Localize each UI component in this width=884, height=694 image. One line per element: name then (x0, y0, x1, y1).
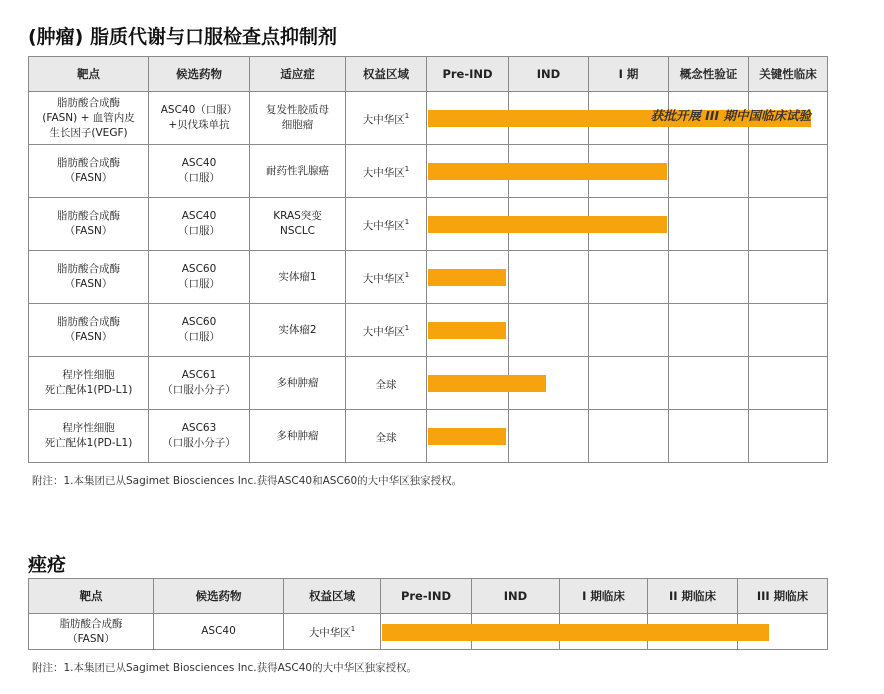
table-row (29, 410, 828, 463)
drug-cell-text: ASC60 （口服） (178, 263, 220, 290)
target-cell-text: 脂肪酸合成酶 （FASN） (57, 263, 120, 290)
drug-cell-text: ASC63 （口服小分子） (162, 422, 236, 449)
target-cell (29, 251, 149, 304)
acne-header-7-text: III 期临床 (756, 589, 809, 603)
table-row (29, 304, 828, 357)
footnote-marker: 1 (404, 217, 410, 226)
oncology-header-5 (509, 57, 589, 92)
indication-cell (250, 410, 346, 463)
target-cell-text: 脂肪酸合成酶 （FASN） (57, 210, 120, 237)
oncology-footnote: 附注：1.本集团已从Sagimet Biosciences Inc.获得ASC40和ASC60的大中华区独家授权。 (32, 475, 463, 487)
stage-cell (589, 251, 669, 304)
stage-cell (669, 410, 749, 463)
oncology-header-6-text: I 期 (618, 67, 639, 81)
region-text: 大中华区 (362, 219, 405, 232)
stage-cell (669, 145, 749, 198)
oncology-section-title: (肿瘤) 脂质代谢与口服检查点抑制剂 (28, 26, 337, 48)
stage-cell (749, 304, 828, 357)
drug-cell-text: ASC40 （口服） (178, 157, 220, 184)
drug-cell (149, 145, 250, 198)
stage-cell (509, 251, 589, 304)
table-row (29, 92, 828, 145)
oncology-header-6 (589, 57, 669, 92)
drug-cell (149, 198, 250, 251)
progress-bar-label: 获批开展 III 期中国临床试验 (650, 108, 811, 123)
region-text: 大中华区 (362, 325, 405, 338)
stage-cell (427, 251, 509, 304)
indication-cell-text: 耐药性乳腺癌 (266, 164, 329, 177)
table-row (29, 614, 828, 650)
region-text: 大中华区 (362, 272, 405, 285)
footnote-marker: 1 (404, 270, 410, 279)
stage-cell (749, 357, 828, 410)
stage-cell (427, 357, 509, 410)
target-cell (29, 614, 154, 650)
drug-cell-text: ASC40 （口服） (178, 210, 220, 237)
progress-bar (428, 322, 506, 339)
oncology-header-7-text: 概念性验证 (679, 67, 738, 81)
acne-header-2-text: 权益区域 (309, 589, 355, 603)
acne-header-6 (648, 579, 738, 614)
oncology-header-2 (250, 57, 346, 92)
indication-cell (250, 357, 346, 410)
stage-cell (589, 410, 669, 463)
acne-header-3-text: Pre-IND (400, 589, 452, 603)
indication-cell-text: 多种肿瘤 (276, 376, 319, 389)
footnote-marker: 1 (404, 164, 410, 173)
region-text: 大中华区 (362, 113, 405, 126)
region-cell (346, 92, 427, 145)
indication-cell (250, 198, 346, 251)
region-cell (346, 304, 427, 357)
acne-header-2 (284, 579, 381, 614)
target-cell-text: 脂肪酸合成酶 （FASN） (59, 617, 123, 645)
drug-cell (154, 614, 284, 650)
region-text: 大中华区 (308, 627, 351, 639)
stage-cell (509, 410, 589, 463)
oncology-header-3-text: 权益区域 (363, 67, 409, 81)
stage-cell (589, 357, 669, 410)
stage-cell (749, 410, 828, 463)
indication-cell-text: KRAS突变 NSCLC (273, 210, 322, 237)
stage-cell (669, 251, 749, 304)
stage-cell (669, 198, 749, 251)
table-row (29, 198, 828, 251)
oncology-header-4 (427, 57, 509, 92)
oncology-header-7 (669, 57, 749, 92)
footnote-marker: 1 (404, 111, 410, 120)
acne-header-1 (154, 579, 284, 614)
region-cell (346, 410, 427, 463)
acne-header-row (29, 579, 828, 614)
oncology-header-4-text: Pre-IND (442, 67, 493, 81)
stage-cell (427, 198, 509, 251)
drug-cell (149, 304, 250, 357)
progress-bar (428, 216, 667, 233)
stage-cell (427, 145, 509, 198)
stage-cell (427, 92, 811, 145)
target-cell-text: 程序性细胞 死亡配体1(PD-L1) (44, 422, 133, 449)
drug-cell-text: ASC40 (201, 625, 236, 637)
table-row (29, 145, 828, 198)
oncology-header-8 (749, 57, 828, 92)
indication-cell-text: 复发性胶质母 细胞瘤 (266, 104, 329, 131)
progress-bar (428, 110, 811, 127)
acne-pipeline-table (28, 578, 828, 650)
stage-cell (669, 357, 749, 410)
target-cell-text: 脂肪酸合成酶 (FASN) + 血管内皮 生长因子(VEGF) (42, 96, 135, 139)
acne-header-3 (381, 579, 472, 614)
region-cell (346, 198, 427, 251)
progress-bar (428, 163, 667, 180)
region-cell (284, 614, 381, 650)
region-text: 全球 (375, 431, 397, 444)
stage-cell (669, 304, 749, 357)
target-cell-text: 程序性细胞 死亡配体1(PD-L1) (44, 369, 133, 396)
footnote-marker: 1 (350, 625, 356, 633)
target-cell (29, 145, 149, 198)
indication-cell-text: 实体瘤2 (278, 323, 317, 336)
acne-header-7 (738, 579, 828, 614)
stage-cell (427, 410, 509, 463)
stage-cell (589, 304, 669, 357)
progress-bar (428, 375, 546, 392)
acne-header-5 (560, 579, 648, 614)
drug-cell (149, 251, 250, 304)
region-cell (346, 357, 427, 410)
stage-cell (749, 145, 828, 198)
region-text: 全球 (375, 378, 397, 391)
progress-bar (428, 269, 506, 286)
stage-cell (749, 198, 828, 251)
drug-cell-text: ASC61 （口服小分子） (162, 369, 236, 396)
oncology-header-3 (346, 57, 427, 92)
acne-header-4 (472, 579, 560, 614)
progress-bar (382, 624, 769, 641)
acne-header-4-text: IND (503, 589, 528, 603)
target-cell (29, 357, 149, 410)
target-cell (29, 92, 149, 145)
indication-cell-text: 多种肿瘤 (276, 429, 319, 442)
target-cell-text: 脂肪酸合成酶 （FASN） (57, 157, 120, 184)
oncology-header-0-text: 靶点 (77, 67, 100, 81)
indication-cell (250, 92, 346, 145)
target-cell-text: 脂肪酸合成酶 （FASN） (57, 316, 120, 343)
oncology-header-5-text: IND (536, 67, 561, 81)
drug-cell-text: ASC40（口服） +贝伐珠单抗 (160, 104, 238, 131)
oncology-header-8-text: 关键性临床 (759, 67, 817, 81)
footnote-marker: 1 (404, 323, 410, 332)
acne-header-5-text: I 期临床 (582, 589, 625, 603)
indication-cell (250, 304, 346, 357)
drug-cell (149, 357, 250, 410)
indication-cell-text: 实体瘤1 (278, 270, 317, 283)
stage-cell (509, 304, 589, 357)
acne-footnote: 附注：1.本集团已从Sagimet Biosciences Inc.获得ASC40的大中华区独家授权。 (32, 662, 418, 674)
oncology-header-row (29, 57, 828, 92)
oncology-header-2-text: 适应症 (280, 67, 315, 81)
stage-cell (381, 614, 472, 650)
drug-cell (149, 410, 250, 463)
region-cell (346, 145, 427, 198)
acne-header-1-text: 候选药物 (195, 589, 242, 603)
indication-cell (250, 145, 346, 198)
region-cell (346, 251, 427, 304)
oncology-header-1-text: 候选药物 (176, 67, 222, 81)
drug-cell (149, 92, 250, 145)
indication-cell (250, 251, 346, 304)
target-cell (29, 304, 149, 357)
oncology-pipeline-table (28, 56, 828, 463)
region-text: 大中华区 (362, 166, 405, 179)
acne-section-title: 痤疮 (28, 554, 67, 576)
oncology-header-0 (29, 57, 149, 92)
stage-cell (749, 251, 828, 304)
acne-header-0-text: 靶点 (79, 589, 103, 603)
acne-header-6-text: II 期临床 (668, 589, 717, 603)
progress-bar (428, 428, 506, 445)
oncology-header-1 (149, 57, 250, 92)
table-row (29, 251, 828, 304)
target-cell (29, 410, 149, 463)
drug-cell-text: ASC60 （口服） (178, 316, 220, 343)
table-row (29, 357, 828, 410)
target-cell (29, 198, 149, 251)
stage-cell (427, 304, 509, 357)
acne-header-0 (29, 579, 154, 614)
